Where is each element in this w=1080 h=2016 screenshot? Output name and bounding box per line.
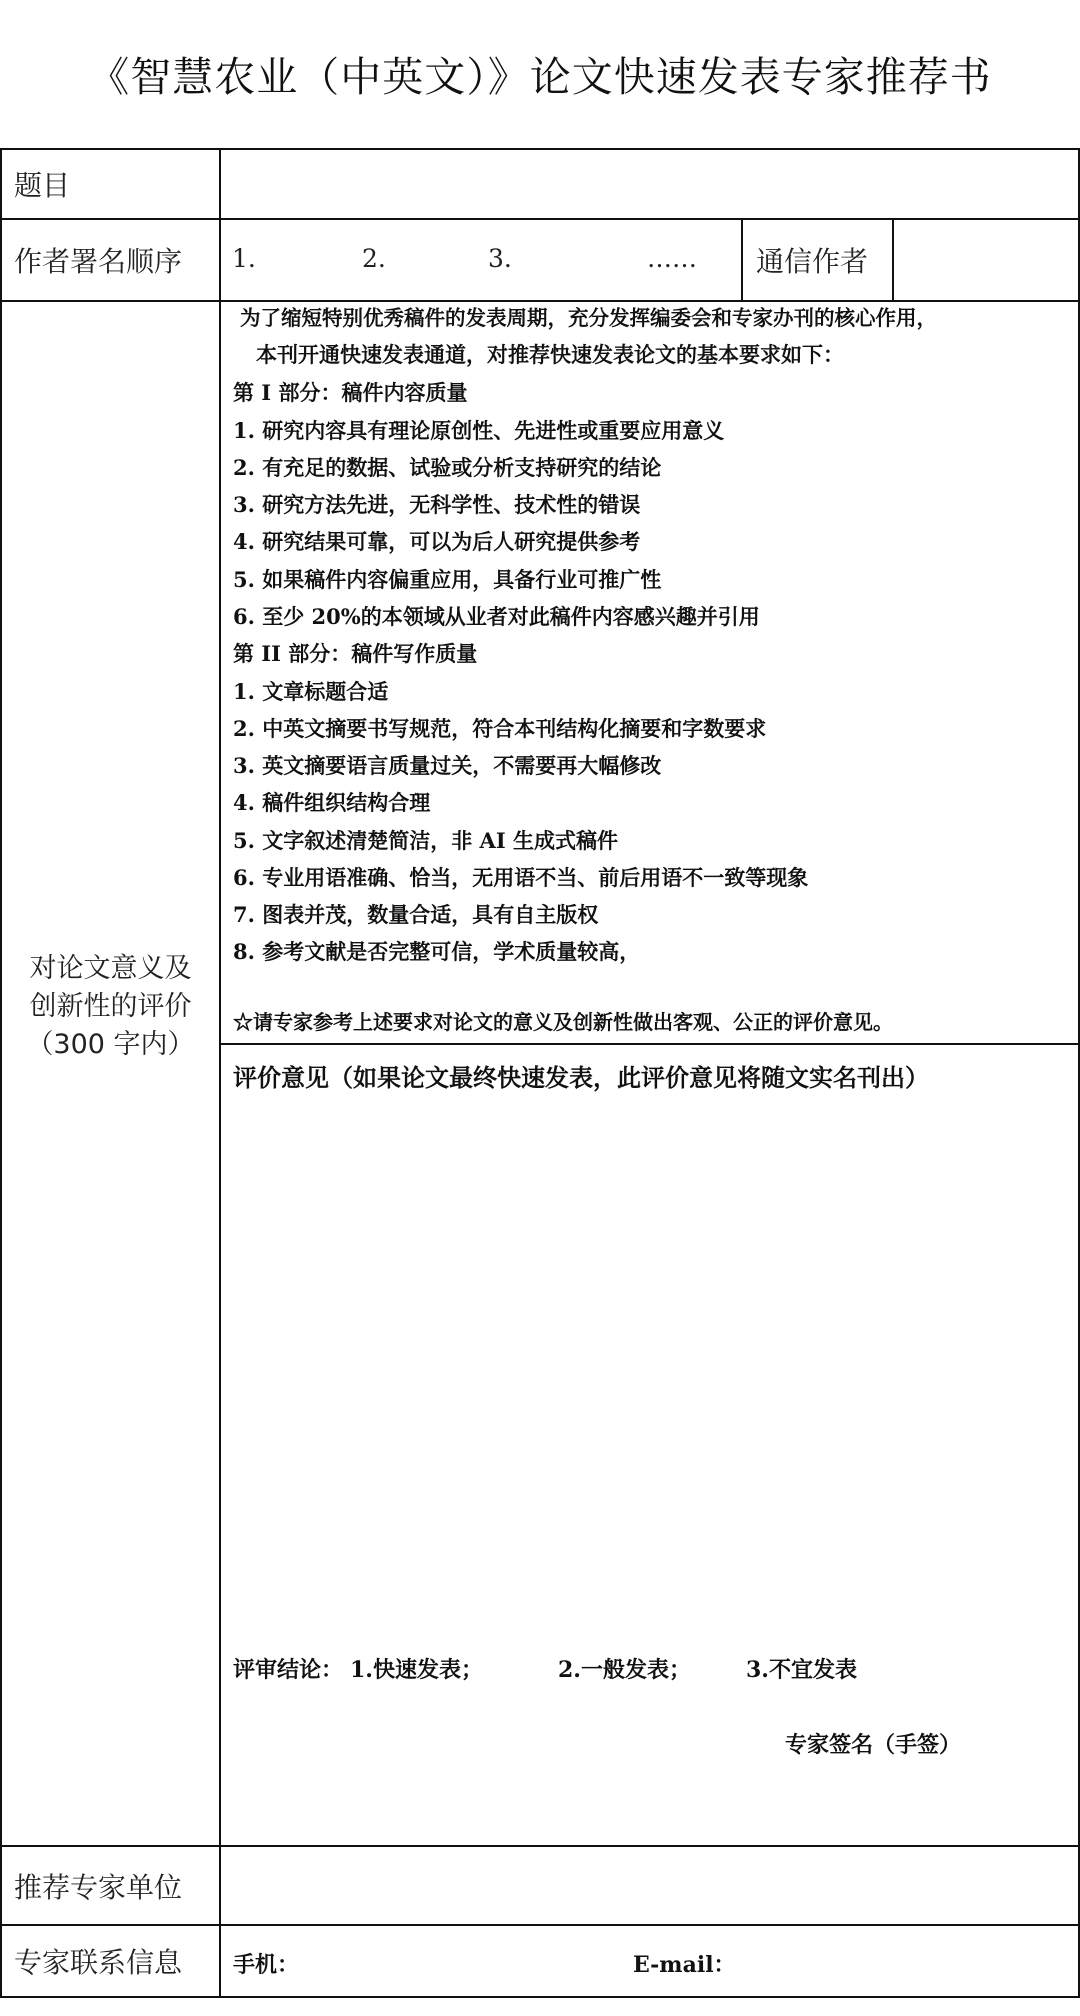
document-title: 《智慧农业（中英文）》论文快速发表专家推荐书	[88, 53, 992, 101]
part2-item-7: 7. 图表并茂，数量合适，具有自主版权	[233, 902, 599, 927]
phone-field[interactable]	[300, 1930, 620, 1992]
evaluation-label-line-2: 创新性的评价	[29, 991, 192, 1022]
author-slot-2[interactable]: 2.	[362, 244, 386, 273]
part1-item-5: 5. 如果稿件内容偏重应用，具备行业可推广性	[233, 567, 662, 592]
phone-label: 手机：	[233, 1952, 300, 1978]
authors-label: 作者署名顺序	[14, 245, 183, 278]
authors-corresponding-divider	[741, 218, 743, 300]
signature-label: 专家签名（手签）	[785, 1732, 962, 1758]
author-slot-1[interactable]: 1.	[232, 244, 256, 273]
part2-item-3: 3. 英文摘要语言质量过关，不需要再大幅修改	[233, 753, 662, 778]
evaluation-label-line-3: （300 字内）	[26, 1029, 195, 1060]
row-divider-authors	[0, 300, 1080, 302]
part1-item-4: 4. 研究结果可靠，可以为后人研究提供参考	[233, 529, 641, 554]
evaluation-instruction: ☆请专家参考上述要求对论文的意义及创新性做出客观、公正的评价意见。	[233, 1010, 893, 1034]
part1-item-1: 1. 研究内容具有理论原创性、先进性或重要应用意义	[233, 418, 725, 443]
part1-item-6: 6. 至少 20%的本领域从业者对此稿件内容感兴趣并引用	[233, 604, 760, 629]
part1-item-3: 3. 研究方法先进，无科学性、技术性的错误	[233, 492, 641, 517]
part2-item-2: 2. 中英文摘要书写规范，符合本刊结构化摘要和字数要求	[233, 716, 767, 741]
table-border-bottom	[0, 1996, 1080, 1998]
email-field[interactable]	[730, 1930, 1075, 1992]
table-border-left	[0, 148, 2, 1998]
part2-item-8: 8. 参考文献是否完整可信，学术质量较高，	[233, 939, 641, 964]
unit-field[interactable]	[221, 1847, 1078, 1924]
label-column-divider	[219, 148, 221, 1998]
part1-heading: 第 I 部分：稿件内容质量	[233, 380, 468, 405]
part2-item-1: 1. 文章标题合适	[233, 679, 389, 704]
intro-line-1: 为了缩短特别优秀稿件的发表周期，充分发挥编委会和专家办刊的核心作用，	[240, 306, 937, 330]
divider-requirements-evaluation	[219, 1043, 1080, 1045]
email-label: E-mail：	[633, 1952, 736, 1978]
evaluation-heading: 评价意见（如果论文最终快速发表，此评价意见将随文实名刊出）	[233, 1063, 929, 1092]
author-slot-more: ……	[647, 244, 697, 273]
conclusion-option-fast[interactable]: 1.快速发表；	[350, 1657, 483, 1683]
part2-item-4: 4. 稿件组织结构合理	[233, 790, 431, 815]
conclusion-label: 评审结论：	[233, 1657, 344, 1683]
contact-label: 专家联系信息	[14, 1946, 183, 1979]
unit-label: 推荐专家单位	[14, 1870, 183, 1904]
part2-heading: 第 II 部分：稿件写作质量	[233, 641, 478, 666]
part2-item-5: 5. 文字叙述清楚简洁，非 AI 生成式稿件	[233, 828, 618, 853]
author-slot-3[interactable]: 3.	[488, 244, 512, 273]
corresponding-author-field[interactable]	[894, 220, 1078, 300]
intro-line-2: 本刊开通快速发表通道，对推荐快速发表论文的基本要求如下：	[256, 342, 844, 367]
evaluation-opinion-field[interactable]	[221, 1100, 1078, 1640]
part1-item-2: 2. 有充足的数据、试验或分析支持研究的结论	[233, 455, 662, 480]
evaluation-label-line-1: 对论文意义及	[29, 953, 192, 984]
part2-item-6: 6. 专业用语准确、恰当，无用语不当、前后用语不一致等现象	[233, 865, 809, 890]
conclusion-option-normal[interactable]: 2.一般发表；	[558, 1657, 691, 1683]
evaluation-label	[2, 950, 219, 1064]
topic-label: 题目	[14, 169, 71, 202]
corresponding-author-label: 通信作者	[756, 245, 869, 278]
conclusion-option-reject[interactable]: 3.不宜发表	[746, 1657, 857, 1683]
topic-field[interactable]	[221, 150, 1078, 218]
